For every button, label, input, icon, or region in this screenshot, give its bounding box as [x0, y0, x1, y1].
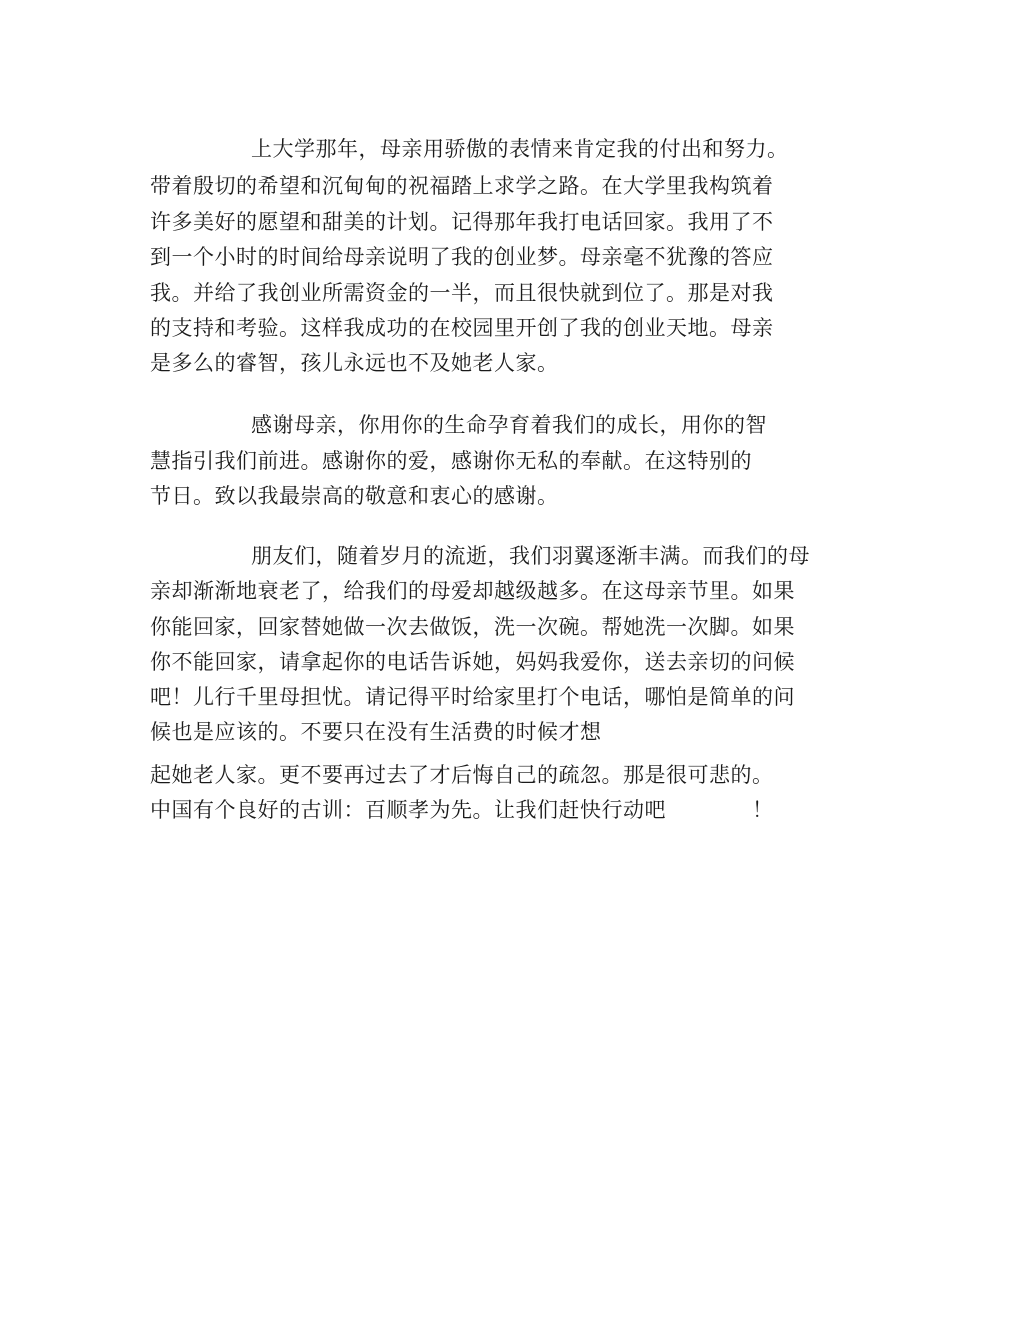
paragraph-1-line-1: 上大学那年，母亲用骄傲的表情来肯定我的付出和努力。	[251, 137, 789, 161]
paragraph-1-line-2: 带着殷切的希望和沉甸甸的祝福踏上求学之路。在大学里我构筑着	[150, 174, 774, 198]
paragraph-1-line-7: 是多么的睿智，孩儿永远也不及她老人家。	[150, 351, 559, 375]
paragraph-3-line-1: 朋友们，随着岁月的流逝，我们羽翼逐渐丰满。而我们的母	[251, 544, 810, 568]
paragraph-1-line-6: 的支持和考验。这样我成功的在校园里开创了我的创业天地。母亲	[150, 316, 774, 340]
paragraph-3-line-7: 起她老人家。更不要再过去了才后悔自己的疏忽。那是很可悲的。	[150, 763, 774, 787]
paragraph-2-line-3: 节日。致以我最崇高的敬意和衷心的感谢。	[150, 484, 559, 508]
paragraph-3-line-4: 你不能回家，请拿起你的电话告诉她，妈妈我爱你，送去亲切的问候	[150, 650, 795, 674]
paragraph-3-line-6: 候也是应该的。不要只在没有生活费的时候才想	[150, 720, 602, 744]
paragraph-1-line-5: 我。并给了我创业所需资金的一半，而且很快就到位了。那是对我	[150, 281, 774, 305]
paragraph-3-line-3: 你能回家，回家替她做一次去做饭，洗一次碗。帮她洗一次脚。如果	[150, 615, 795, 639]
paragraph-2-line-2: 慧指引我们前进。感谢你的爱，感谢你无私的奉献。在这特别的	[150, 449, 752, 473]
paragraph-3-line-8: 中国有个良好的古训：百顺孝为先。让我们赶快行动吧	[150, 798, 666, 822]
paragraph-3-line-2: 亲却渐渐地衰老了，给我们的母爱却越级越多。在这母亲节里。如果	[150, 579, 795, 603]
paragraph-1-line-3: 许多美好的愿望和甜美的计划。记得那年我打电话回家。我用了不	[150, 210, 774, 234]
paragraph-2-line-1: 感谢母亲，你用你的生命孕育着我们的成长，用你的智	[251, 413, 767, 437]
paragraph-3-trailing-mark: ！	[752, 798, 773, 822]
paragraph-1-line-4: 到一个小时的时间给母亲说明了我的创业梦。母亲毫不犹豫的答应	[150, 245, 774, 269]
paragraph-3-line-5: 吧！儿行千里母担忧。请记得平时给家里打个电话，哪怕是简单的问	[150, 685, 795, 709]
